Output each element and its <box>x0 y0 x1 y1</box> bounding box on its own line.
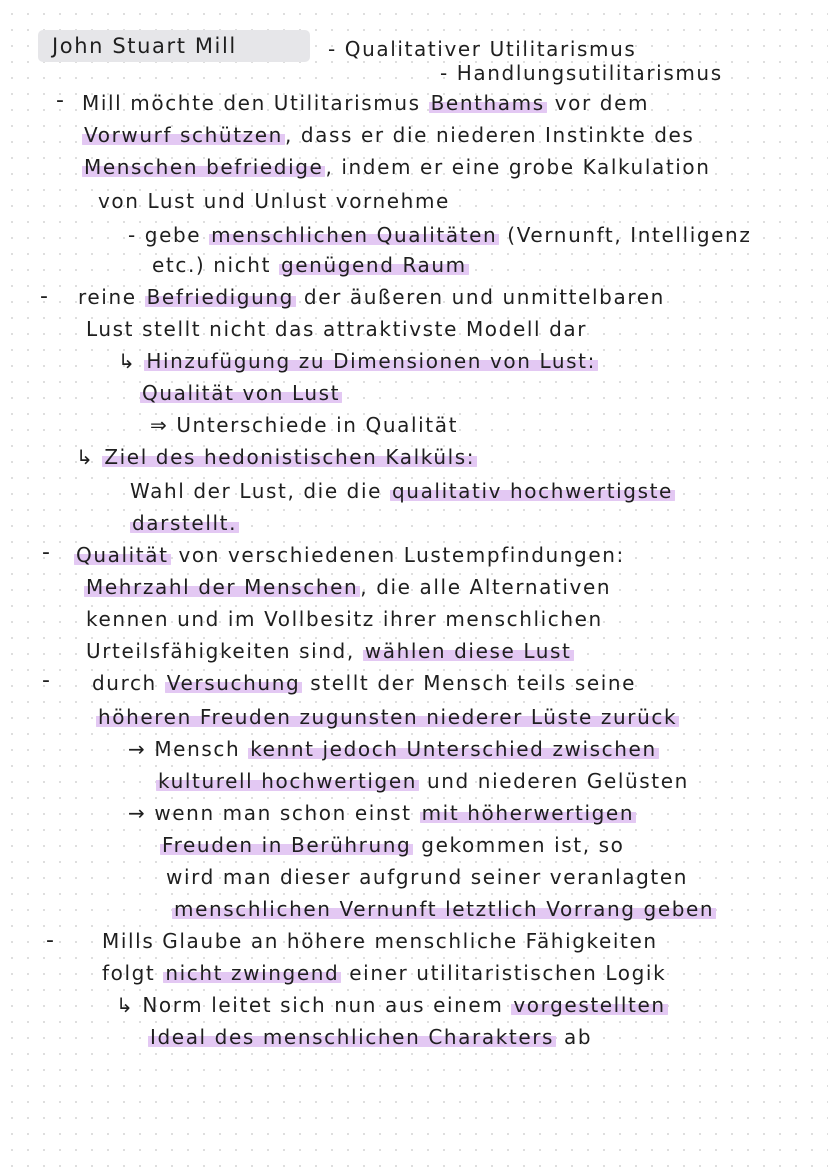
note-line: menschlichen Vernunft letztlich Vorrang geben <box>174 897 715 921</box>
note-line: darstellt. <box>132 511 238 535</box>
note-line: Lust stellt nicht das attraktivste Modell dar <box>86 317 588 341</box>
note-line: ↳ Norm leitet sich nun aus einem vorgestellten <box>116 993 666 1017</box>
note-line: ↳ Hinzufügung zu Dimensionen von Lust: <box>118 349 596 373</box>
note-line: Menschen befriedige , indem er eine grobe Kalkulation <box>84 155 711 179</box>
note-line: Mills Glaube an höhere menschliche Fähigkeiten <box>102 929 658 953</box>
header-tag-act: - Handlungsutilitarismus <box>440 61 723 85</box>
bullet-dash: - <box>40 284 48 309</box>
header-tag-qualitative: - Qualitativer Utilitarismus <box>328 37 637 61</box>
bullet-dash: - <box>56 88 64 113</box>
note-line: Mill möchte den Utilitarismus Benthams vor dem <box>82 91 650 115</box>
note-line: ↳ Ziel des hedonistischen Kalküls: <box>76 445 476 469</box>
bullet-dash: - <box>42 540 50 565</box>
note-line: folgt nicht zwingend einer utilitaristischen Logik <box>102 961 667 985</box>
note-line: etc.) nicht genügend Raum <box>152 253 467 277</box>
note-line: kulturell hochwertigen und niederen Gelüsten <box>158 769 689 793</box>
note-line: Mehrzahl der Menschen , die alle Alternativen <box>86 575 612 599</box>
bullet-dash: - <box>46 928 54 953</box>
note-line: Freuden in Berührung gekommen ist, so <box>162 833 625 857</box>
note-line: wird man dieser aufgrund seiner veranlagten <box>166 865 689 889</box>
note-line: - gebe menschlichen Qualitäten (Vernunft, Intelligenz <box>128 223 752 247</box>
note-line: Wahl der Lust, die die qualitativ hochwertigste <box>130 479 673 503</box>
note-line: reine Befriedigung der äußeren und unmittelbaren <box>78 285 665 309</box>
note-line: Ideal des menschlichen Charakters ab <box>150 1025 593 1049</box>
note-line: Qualität von verschiedenen Lustempfindungen: <box>76 543 625 567</box>
note-line: → wenn man schon einst mit höherwertigen <box>128 801 635 825</box>
note-line: → Mensch kennt jedoch Unterschied zwischen <box>128 737 657 761</box>
note-line: kennen und im Vollbesitz ihrer menschlichen <box>86 607 603 631</box>
note-line: von Lust und Unlust vornehme <box>98 189 450 213</box>
note-line: durch Versuchung stellt der Mensch teils seine <box>92 671 637 695</box>
note-line: Vorwurf schützen , dass er die niederen Instinkte des <box>84 123 695 147</box>
note-title: John Stuart Mill <box>52 34 237 58</box>
note-line: ⇒ Unterschiede in Qualität <box>150 413 459 437</box>
bullet-dash: - <box>42 668 50 693</box>
note-line: höheren Freuden zugunsten niederer Lüste zurück <box>98 705 678 729</box>
note-line: Qualität von Lust <box>142 381 341 405</box>
note-line: Urteilsfähigkeiten sind, wählen diese Lust <box>86 639 572 663</box>
